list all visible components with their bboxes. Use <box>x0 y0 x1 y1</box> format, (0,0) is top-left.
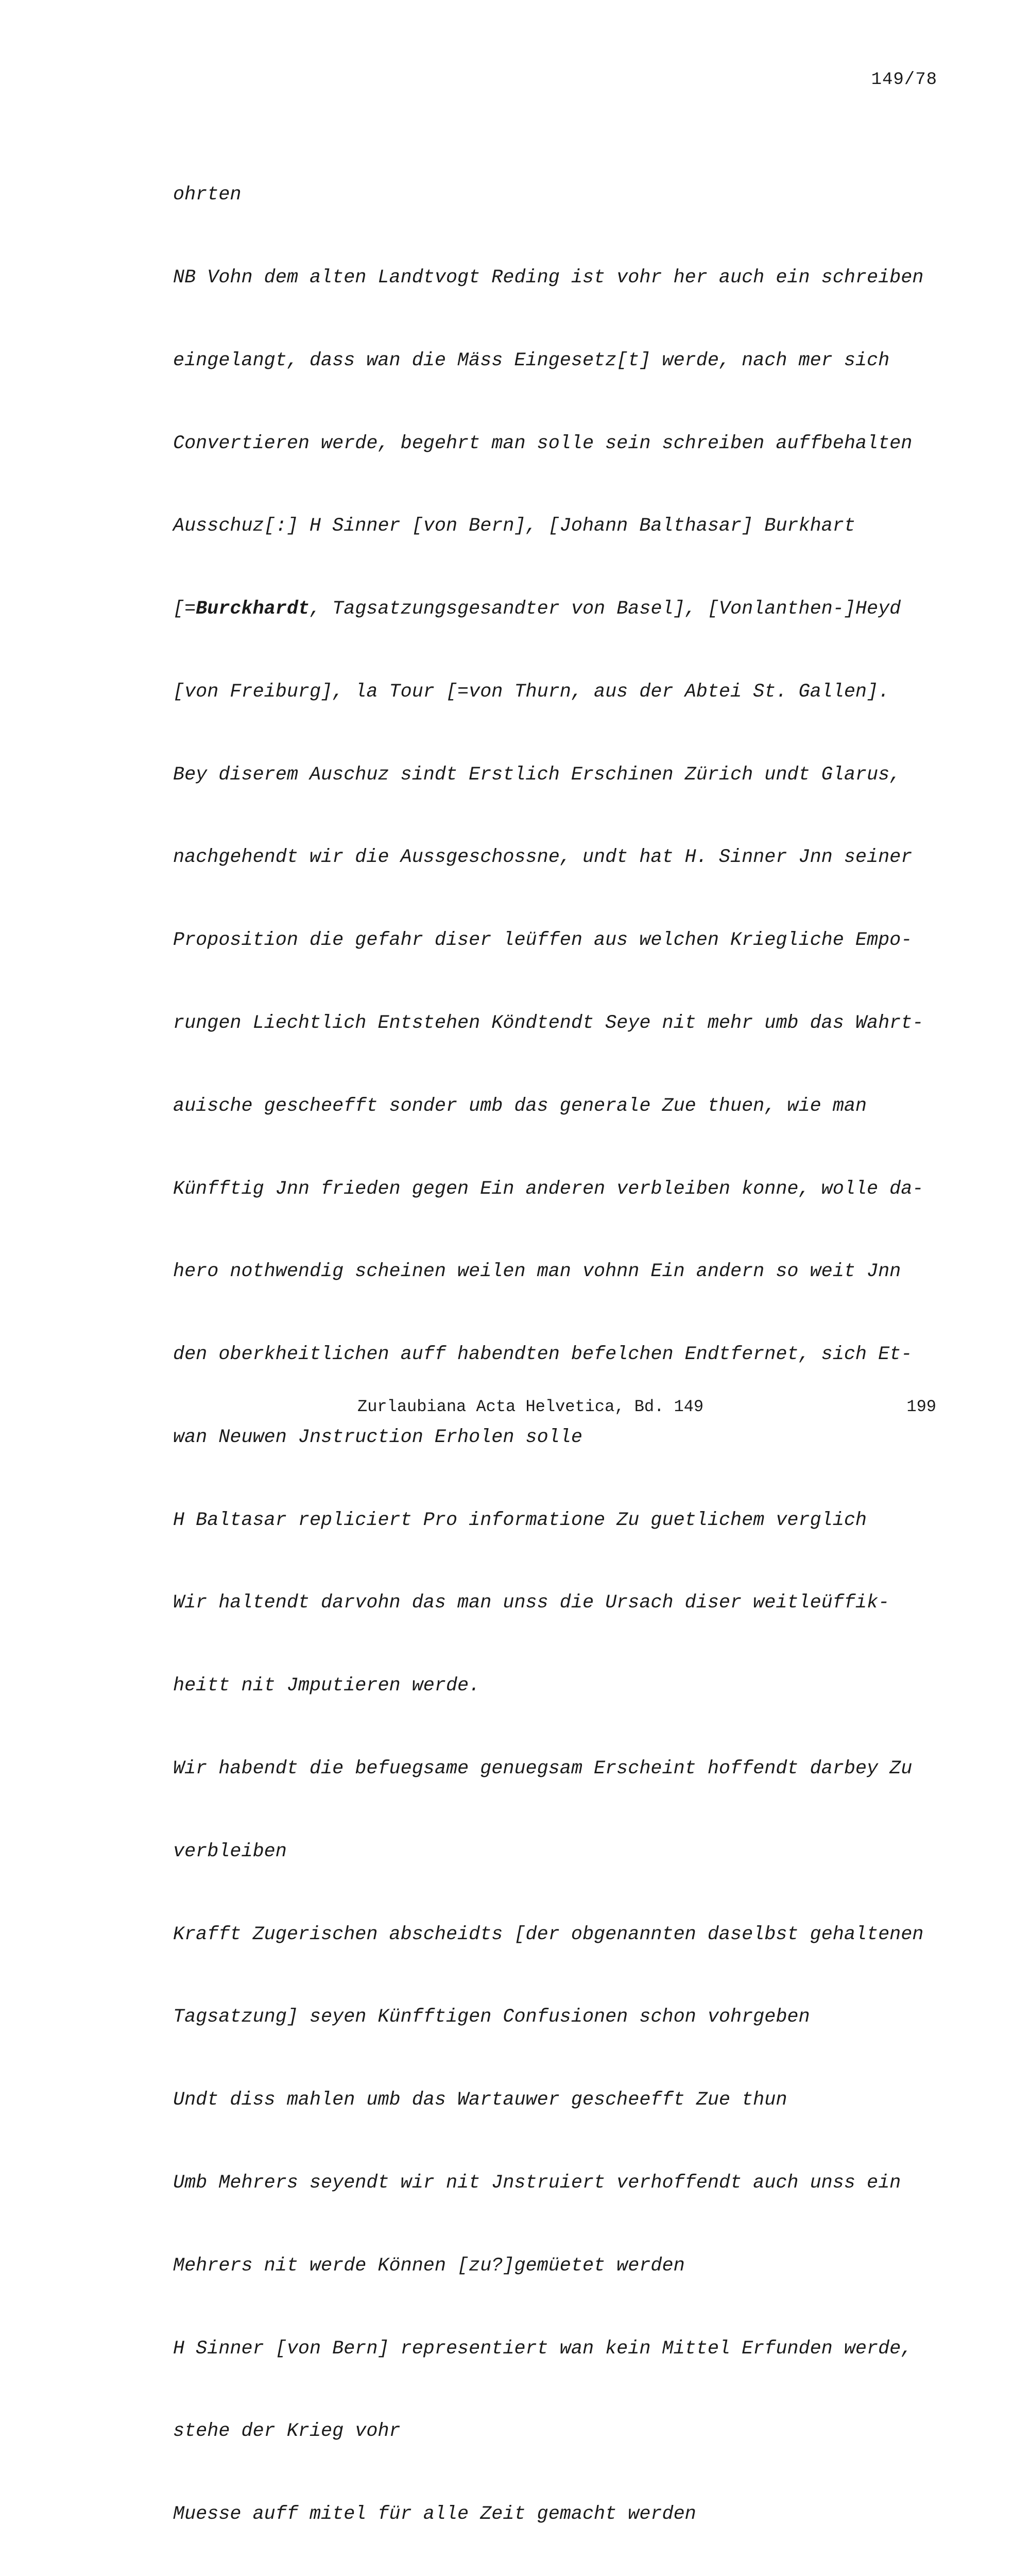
text-line: Künfftig Jnn frieden gegen Ein anderen verbleiben konne, wolle da- <box>173 1178 924 1200</box>
text-line <box>173 596 946 623</box>
text-line: auische gescheefft sonder umb das generale Zue thuen, wie man <box>173 1095 867 1117</box>
transcription-body <box>173 126 946 2576</box>
text-line: H Sinner [von Bern] representiert wan kein Mittel Erfunden werde, <box>173 2337 913 2360</box>
text-segment: [= <box>173 598 196 620</box>
text-line: ohrten <box>173 184 242 206</box>
text-segment: , Tagsatzungsgesandter von Basel], [Vonlanthen-]Heyd <box>310 598 901 620</box>
text-line: NB Vohn dem alten Landtvogt Reding ist vohr her auch ein schreiben <box>173 266 924 289</box>
text-line: Convertieren werde, begehrt man solle sein schreiben auffbehalten <box>173 432 913 454</box>
text-line: Muesse auff mitel für alle Zeit gemacht werden <box>173 2503 696 2526</box>
bold-name: Burckhardt <box>196 598 310 620</box>
text-line: Krafft Zugerischen abscheidts [der obgenannten daselbst gehaltenen <box>173 1923 924 1945</box>
text-line: Bey diserem Auschuz sindt Erstlich Erschinen Zürich undt Glarus, <box>173 764 901 786</box>
text-line: Wir haltendt darvohn das man unss die Ursach diser weitleüffik- <box>173 1592 890 1614</box>
text-line: verbleiben <box>173 1840 287 1862</box>
text-line: Mehrers nit werde Können [zu?]gemüetet werden <box>173 2255 685 2277</box>
text-line: Ausschuz[:] H Sinner [von Bern], [Johann Balthasar] Burkhart <box>173 515 855 537</box>
text-line: Undt diss mahlen umb das Wartauwer gescheefft Zue thun <box>173 2089 787 2111</box>
text-line: rungen Liechtlich Entstehen Köndtendt Seye nit mehr umb das Wahrt- <box>173 1012 924 1034</box>
text-line: [von Freiburg], la Tour [=von Thurn, aus der Abtei St. Gallen]. <box>173 681 890 703</box>
page-number: 199 <box>906 1397 936 1416</box>
text-line: stehe der Krieg vohr <box>173 2420 401 2443</box>
text-line: eingelangt, dass wan die Mäss Eingesetz[t] werde, nach mer sich <box>173 349 890 371</box>
text-line: den oberkheitlichen auff habendten befelchen Endtfernet, sich Et- <box>173 1344 913 1366</box>
text-line: Wir habendt die befuegsame genuegsam Erscheint hoffendt darbey Zu <box>173 1758 913 1780</box>
text-line: Umb Mehrers seyendt wir nit Jnstruiert verhoffendt auch unss ein <box>173 2172 901 2194</box>
text-line: Tagsatzung] seyen Künfftigen Confusionen schon vohrgeben <box>173 2006 810 2028</box>
text-line: hero nothwendig scheinen weilen man vohnn Ein andern so weit Jnn <box>173 1261 901 1283</box>
page-reference: 149/78 <box>871 70 937 90</box>
text-line: Proposition die gefahr diser leüffen aus welchen Kriegliche Empo- <box>173 929 913 952</box>
text-line: nachgehendt wir die Aussgeschossne, undt hat H. Sinner Jnn seiner <box>173 846 913 869</box>
text-line: wan Neuwen Jnstruction Erholen solle <box>173 1426 582 1448</box>
footer-title: Zurlaubiana Acta Helvetica, Bd. 149 <box>357 1397 704 1416</box>
text-line: heitt nit Jmputieren werde. <box>173 1675 480 1697</box>
text-line: H Baltasar repliciert Pro informatione Zu guetlichem verglich <box>173 1509 867 1531</box>
